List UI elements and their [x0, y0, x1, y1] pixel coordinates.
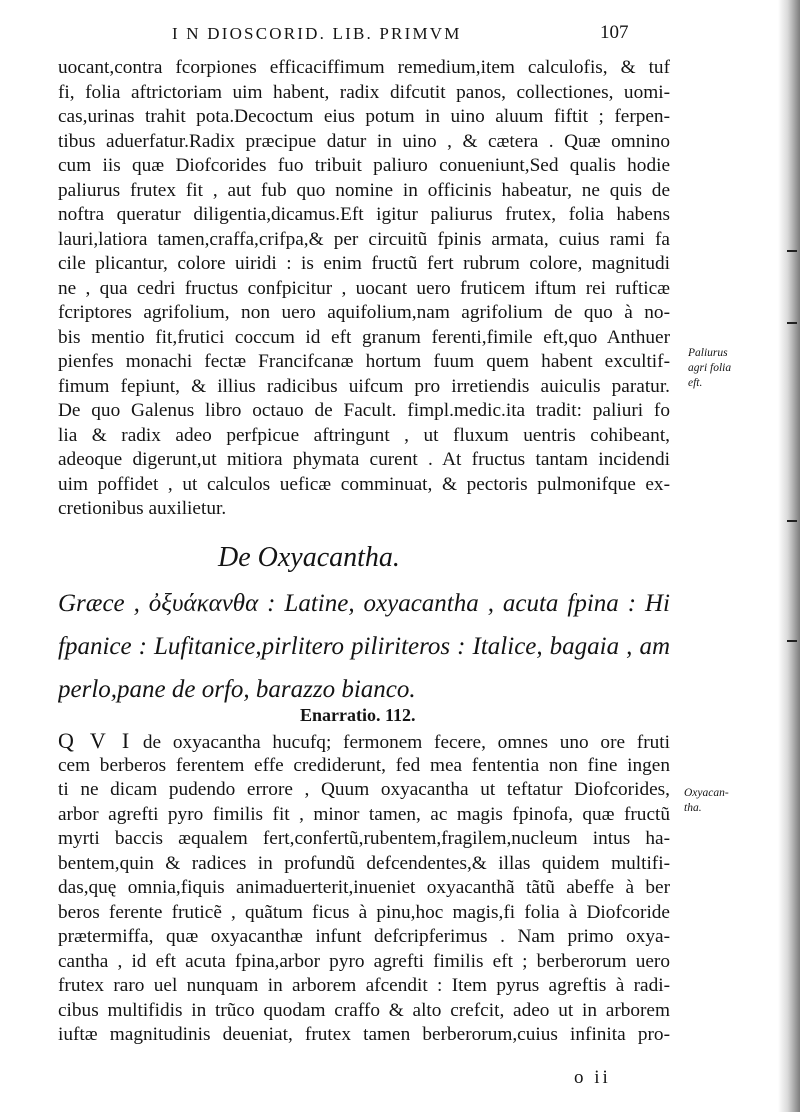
- text-line: De quo Galenus libro octauo de Facult. fimpl.medic.ita tradit: paliuri fo: [58, 400, 670, 421]
- text-line: arbor agrefti pyro fimilis fit , minor tamen, ac magis fpinofa, quæ fructũ: [58, 803, 670, 825]
- text-line: das,quę omnia,fiquis animaduerterit,inueniet oxyacanthã tãtũ abeffe à ber: [58, 877, 670, 898]
- marginal-line: eft.: [688, 377, 703, 389]
- text-line: cem berberos ferentem effe crediderunt, fed mea fententia non fine ingen: [58, 754, 670, 776]
- text-line: prætermiffa, quæ oxyacanthæ infunt defcripferimus . Nam primo oxya-: [58, 926, 670, 947]
- running-header: I N DIOSCORID. LIB. PRIMVM: [172, 24, 462, 43]
- text-line: cibus multifidis in trũco quodam craffo & alto crefcit, adeo ut in arborem: [58, 999, 670, 1021]
- text-line: frutex raro uel nunquam in arborem afcendit : Item pyrus agreftis à radi-: [58, 975, 670, 996]
- signature-mark: o ii: [574, 1067, 611, 1088]
- text-line: fcriptores agrifolium, non uero aquifolium,nam agrifolium de quo à no-: [58, 302, 670, 323]
- edge-mark: [787, 640, 797, 642]
- names-line: perlo,pane de orfo, barazzo bianco.: [58, 676, 416, 703]
- marginal-line: agri folia: [688, 362, 732, 374]
- edge-mark: [787, 520, 797, 522]
- text-line-rest: de oxyacantha hucufq; fermonem fecere, omnes uno ore fruti: [131, 732, 670, 753]
- marginal-line: tha.: [684, 802, 702, 814]
- drop-cap: Q V I: [58, 729, 132, 753]
- marginal-note-oxyacantha: [684, 786, 729, 816]
- text-line: uocant,contra fcorpiones efficaciffimum remedium,item calculofis, & tuf: [58, 57, 670, 78]
- marginal-line: Paliurus: [688, 347, 728, 359]
- marginal-note-paliurus: [688, 346, 731, 391]
- text-line: cretionibus auxilietur.: [58, 498, 227, 519]
- text-line: cantha , id eft acuta fpina,arbor pyro agrefti fimilis eft ; berberorum uero: [58, 950, 670, 972]
- text-line: noftra queratur diligentia,dicamus.Eft igitur paliurus frutex, folia habens: [58, 204, 670, 225]
- text-block-paliurus: [58, 56, 670, 522]
- text-line: cas,urinas trahit pota.Decoctum eius potum in uino aluum fiftit ; ferpen-: [58, 106, 670, 127]
- text-block-oxyacantha: [58, 729, 670, 1048]
- edge-mark: [787, 250, 797, 252]
- text-line: paliurus frutex fit , aut fub quo nomine in officinis habeatur, ne quis de: [58, 179, 670, 201]
- edge-mark: [787, 322, 797, 324]
- text-line: ne , qua cedri fructus confpicitur , uocant uero fruticem iftum rei rufticæ: [58, 277, 670, 299]
- text-line: ti ne dicam pudendo errore , Quum oxyacantha ut teftatur Diofcorides,: [58, 779, 670, 800]
- names-line: fpanice : Lufitanice,pirlitero piliriteros : Italice, bagaia , am: [58, 633, 670, 660]
- text-line: lia & radix adeo perfpicue aftringunt , ut fluxum uentris cohibeant,: [58, 424, 670, 446]
- names-line: Græce , ὀξυάκανθα : Latine, oxyacantha , acuta fpina : Hi: [58, 590, 670, 617]
- text-line: lauri,latiora tamen,craffa,crifpa,& per circuitũ fpinis armata, cuius rami fa: [58, 228, 670, 250]
- plant-names: [58, 582, 670, 711]
- enarratio-heading: Enarratio. 112.: [300, 705, 416, 725]
- page-number: 107: [600, 22, 629, 43]
- text-line: iuftæ magnitudinis deueniat, frutex tamen berberorum,cuius infinita pro-: [58, 1024, 670, 1045]
- text-line: myrti baccis æqualem fert,confertũ,rubentem,fragilem,nucleum intus ha-: [58, 828, 670, 849]
- page-edge-shadow: [778, 0, 800, 1112]
- text-line: bentem,quin & radices in profundũ defcendentes,& illas quidem multifi-: [58, 852, 670, 874]
- text-line: pienfes monachi fectæ Francifcanæ hortum fuum quem habent excultif-: [58, 351, 670, 372]
- text-line: fimum fepiunt, & illius radicibus uifcum pro irretiendis auiculis paratur.: [58, 375, 670, 397]
- text-line: bis mentio fit,frutici coccum id eft granum ferenti,fimile eft,quo Anthuer: [58, 326, 670, 348]
- text-line: cile plicantur, colore uiridi : is enim fructũ fert rubrum colore, magnitudi: [58, 253, 670, 274]
- text-line: uim poffidet , ut calculos ueficæ comminuat, & pectoris pulmonifque ex-: [58, 473, 670, 495]
- text-line: beros ferente fruticẽ , quãtum ficus à pinu,hoc magis,fi folia à Diofcoride: [58, 901, 670, 923]
- marginal-line: Oxyacan-: [684, 787, 729, 799]
- text-line: cum iis quæ Diofcorides fuo tribuit paliuro conueniunt,Sed qualis hodie: [58, 155, 670, 176]
- text-line: fi, folia aftrictoriam uim habent, radix difcutit panos, collectiones, uomi-: [58, 81, 670, 103]
- text-line: [58, 729, 670, 754]
- text-line: adeoque digerunt,ut mitiora phymata curent . At fructus tantam incidendi: [58, 449, 670, 470]
- section-heading: De Oxyacantha.: [218, 542, 400, 573]
- text-line: tibus aduerfatur.Radix præcipue datur in uino , & cætera . Quæ omnino: [58, 130, 670, 152]
